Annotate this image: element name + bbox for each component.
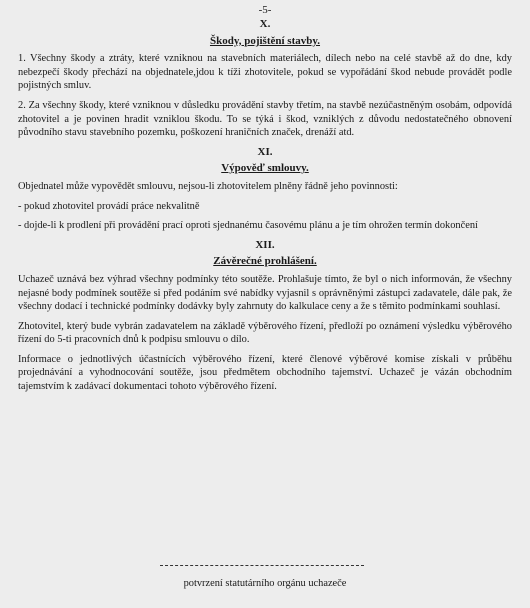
section-xii-paragraph-2: Zhotovitel, který bude vybrán zadavatelem na základě výběrového řízení, předloží po oznámení výsledku výběrového řízení do 5-ti pracovních dnů k podpisu smlouvu o dílo. — [18, 320, 512, 346]
section-xii-paragraph-1: Uchazeč uznává bez výhrad všechny podmínky této soutěže. Prohlašuje tímto, že byl o nich informován, že všechny nejasné body podmínek soutěže si před podáním své nabídky vyjasnil s oprávněnými zástupci zadavatele, dále pak, že všechny dodací i technické podmínky dodávky byly zahrnuty do kalkulace ceny a že s těmito podmínkami souhlasí. — [18, 273, 512, 313]
signature-label: potvrzení statutárního orgánu uchazeče — [183, 578, 347, 589]
section-xii-paragraph-3: Informace o jednotlivých účastnících výběrového řízení, které členové výběrové komise získali v průběhu projednávání a vyhodnocování soutěže, jsou předmětem obchodního tajemství. Uchazeč je vázán obchodním tajemstvím k zadávací dokumentaci tohoto výběrového řízení. — [18, 353, 512, 393]
section-xi-number: XI. — [257, 145, 273, 158]
section-x-number: X. — [259, 18, 271, 30]
signature-line — [160, 565, 364, 566]
section-xi-title: Výpověď smlouvy. — [221, 162, 309, 175]
section-x-title: Škody, pojištění stavby. — [209, 34, 321, 47]
section-xii-title: Závěrečné prohlášení. — [213, 255, 317, 268]
section-xi-item-1: - pokud zhotovitel provádí práce nekvalitně — [18, 200, 200, 212]
section-x-paragraph-1: 1. Všechny škody a ztráty, které vzniknou na stavebních materiálech, dílech nebo na celé stavbě až do dne, kdy nebezpečí škody přechází na objednatele,jdou k tíži zhotovitele, pokud se vypořádání škod nebude provádět podle pojistných smluv. — [18, 53, 512, 92]
section-x-paragraph-2: 2. Za všechny škody, které vzniknou v důsledku provádění stavby třetím, na stavbě nezúčastněným osobám, odpovídá zhotovitel a je povinen hradit vzniklou škodu. To se týká i škod, vzniklých z důvodu nedostatečného obnovení původního stavu stavebního pozemku, poškození hraničních značek, drenáží atd. — [18, 99, 512, 139]
section-xi-paragraph-1: Objednatel může vypovědět smlouvu, nejsou-li zhotovitelem plněny řádně jeho povinnosti: — [18, 180, 398, 192]
section-xi-item-2: - dojde-li k prodlení při provádění prací oproti sjednanému časovému plánu a je tím ohrožen termín dokončení — [18, 220, 478, 232]
section-xii-number: XII. — [255, 238, 275, 251]
page-number: -5- — [258, 4, 272, 16]
